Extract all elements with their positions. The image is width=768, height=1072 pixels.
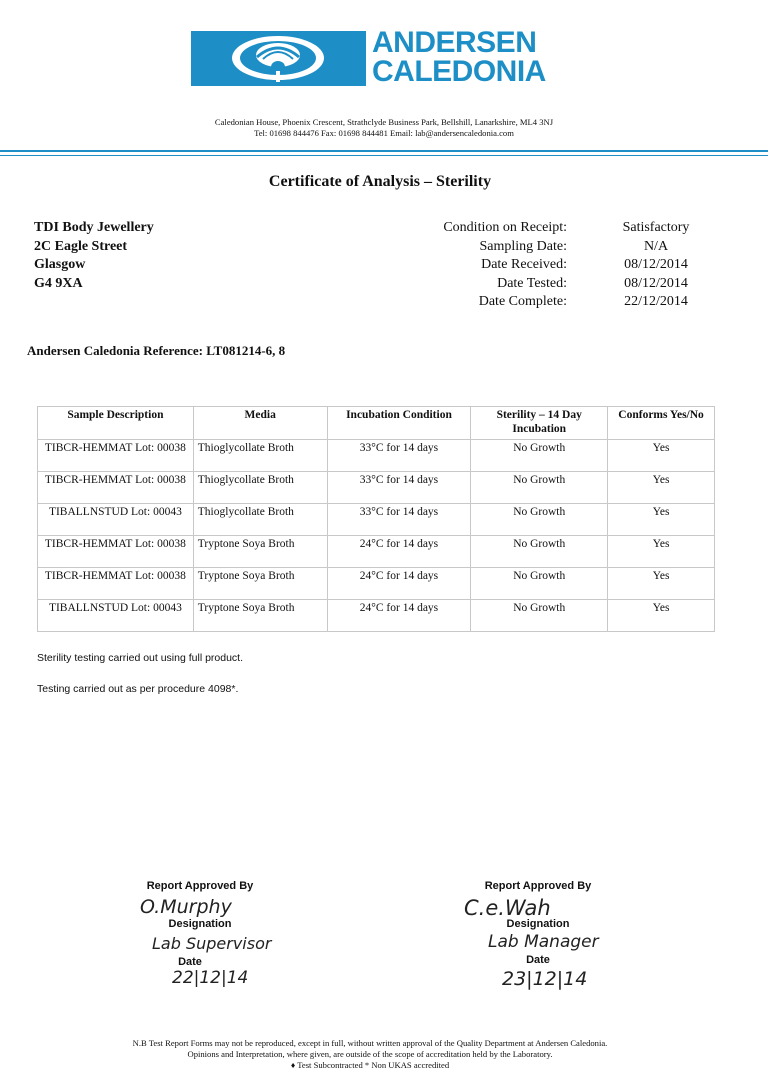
condition-label: Date Tested: (497, 275, 567, 291)
table-row (38, 440, 715, 472)
company-contact: Tel: 01698 844476 Fax: 01698 844481 Email: lab@andersencaledonia.com (254, 128, 514, 138)
cell-sterility: No Growth (471, 536, 608, 568)
footer-line: Opinions and Interpretation, where given, are outside of the scope of accreditation held by the Laboratory. (187, 1049, 553, 1059)
condition-value: N/A (643, 238, 669, 254)
table-row (38, 504, 715, 536)
designation-label: Designation (506, 918, 570, 930)
cell-sample: TIBCR-HEMMAT Lot: 00038 (38, 568, 194, 600)
client-name: TDI Body Jewellery (34, 220, 154, 235)
approval-heading: Report Approved By (146, 880, 254, 892)
footer-line: ♦ Test Subcontracted * Non UKAS accredited (290, 1060, 450, 1070)
header-divider-bottom (0, 155, 768, 156)
date-left: 22|12|14 (172, 968, 249, 988)
designation-left: Lab Supervisor (152, 934, 272, 953)
cell-sample: TIBCR-HEMMAT Lot: 00038 (38, 536, 194, 568)
column-header: Sterility – 14 Day Incubation (471, 407, 608, 440)
cell-sterility: No Growth (471, 472, 608, 504)
designation-right: Lab Manager (488, 932, 599, 952)
brand-line2: CALEDONIA (372, 55, 546, 88)
client-postcode: G4 9XA (34, 275, 83, 291)
note-sterility: Sterility testing carried out using full product. (37, 652, 244, 664)
cell-conforms: Yes (608, 600, 715, 632)
condition-label: Sampling Date: (479, 238, 567, 254)
cell-sterility: No Growth (471, 568, 608, 600)
table-row (38, 536, 715, 568)
cell-conforms: Yes (608, 440, 715, 472)
column-header: Sample Description (38, 407, 194, 440)
cell-media: Tryptone Soya Broth (193, 600, 327, 632)
condition-values (600, 219, 712, 312)
condition-value: Satisfactory (622, 220, 690, 235)
company-address: Caledonian House, Phoenix Crescent, Strathclyde Business Park, Bellshill, Lanarkshire, ML4 3NJ (214, 117, 554, 127)
results-table (37, 406, 715, 632)
header-divider-top (0, 150, 768, 152)
cell-sample: TIBALLNSTUD Lot: 00043 (38, 504, 194, 536)
client-city: Glasgow (34, 257, 86, 272)
condition-value: 08/12/2014 (624, 275, 688, 291)
footer-line: N.B Test Report Forms may not be reproduced, except in full, without written approval of the Quality Department at Andersen Caledonia. (132, 1038, 608, 1048)
cell-incubation: 24°C for 14 days (327, 568, 471, 600)
brand-line1: ANDERSEN (372, 26, 537, 59)
cell-media: Thioglycollate Broth (193, 504, 327, 536)
client-street: 2C Eagle Street (34, 238, 128, 254)
condition-label: Date Complete: (478, 294, 567, 309)
brand-name (372, 28, 546, 86)
cell-sample: TIBCR-HEMMAT Lot: 00038 (38, 472, 194, 504)
cell-conforms: Yes (608, 536, 715, 568)
table-row (38, 472, 715, 504)
date-label: Date (526, 954, 550, 966)
approval-heading: Report Approved By (484, 880, 592, 892)
cell-conforms: Yes (608, 472, 715, 504)
cell-incubation: 33°C for 14 days (327, 504, 471, 536)
cell-incubation: 24°C for 14 days (327, 600, 471, 632)
approval-left (120, 880, 280, 988)
note-procedure: Testing carried out as per procedure 4098*. (37, 683, 239, 695)
table-row (38, 568, 715, 600)
condition-labels (395, 219, 567, 312)
lab-reference: Andersen Caledonia Reference: LT081214-6, 8 (27, 343, 286, 358)
cell-sterility: No Growth (471, 600, 608, 632)
client-address (34, 219, 154, 293)
column-header: Media (193, 407, 327, 440)
cell-sterility: No Growth (471, 504, 608, 536)
cell-media: Thioglycollate Broth (193, 472, 327, 504)
cell-incubation: 33°C for 14 days (327, 472, 471, 504)
designation-label: Designation (168, 918, 232, 930)
signature-left: O.Murphy (140, 896, 232, 918)
column-header: Incubation Condition (327, 407, 471, 440)
thistle-logo-icon (191, 31, 366, 86)
condition-label: Condition on Receipt: (443, 220, 567, 235)
cell-conforms: Yes (608, 504, 715, 536)
cell-incubation: 33°C for 14 days (327, 440, 471, 472)
cell-media: Thioglycollate Broth (193, 440, 327, 472)
table-header-row (38, 407, 715, 440)
cell-sample: TIBALLNSTUD Lot: 00043 (38, 600, 194, 632)
date-right: 23|12|14 (502, 968, 588, 990)
condition-value: 22/12/2014 (624, 294, 688, 309)
page-title: Certificate of Analysis – Sterility (268, 173, 492, 190)
cell-media: Tryptone Soya Broth (193, 568, 327, 600)
column-header: Conforms Yes/No (608, 407, 715, 440)
brand-logo-box (191, 31, 366, 86)
date-label: Date (178, 956, 202, 968)
table-row (38, 600, 715, 632)
cell-incubation: 24°C for 14 days (327, 536, 471, 568)
signature-right: C.e.Wah (464, 896, 551, 920)
footer-disclaimer (0, 1038, 740, 1071)
condition-label: Date Received: (481, 257, 567, 272)
cell-sample: TIBCR-HEMMAT Lot: 00038 (38, 440, 194, 472)
cell-sterility: No Growth (471, 440, 608, 472)
condition-value: 08/12/2014 (624, 257, 688, 272)
cell-conforms: Yes (608, 568, 715, 600)
approval-right (458, 880, 618, 990)
cell-media: Tryptone Soya Broth (193, 536, 327, 568)
